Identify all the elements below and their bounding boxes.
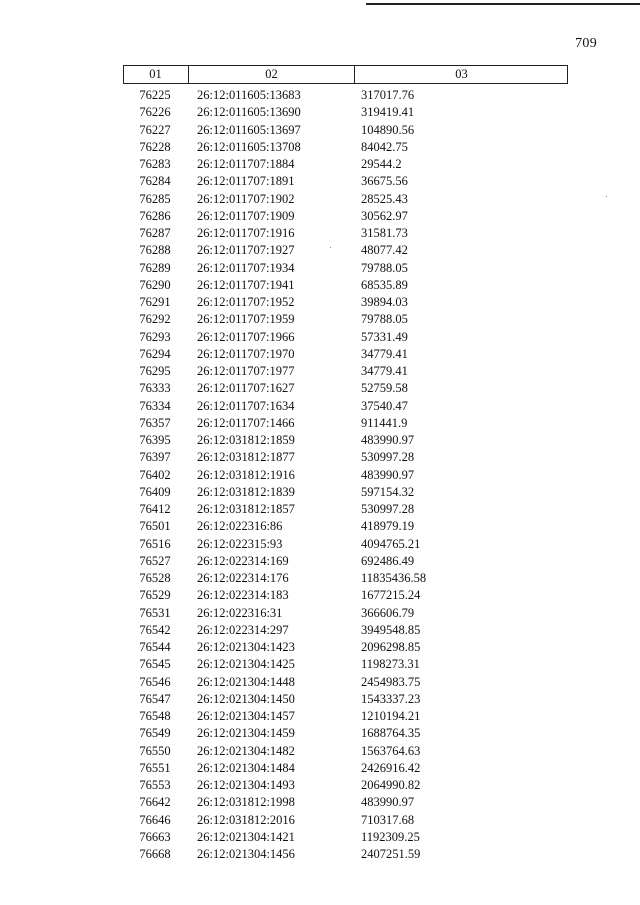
table-cell-col-01: 76397: [139, 450, 171, 465]
table-cell-col-02: 26:12:021304:1459: [197, 726, 295, 741]
table-row: [123, 380, 568, 397]
table-cell-col-03: 319419.41: [361, 105, 415, 120]
table-row: [123, 363, 568, 380]
header-col-02: 02: [188, 66, 354, 83]
table-cell-col-01: 76548: [139, 709, 171, 723]
table-cell-col-02: 26:12:021304:1448: [197, 674, 295, 689]
table-cell-col-02: 26:12:011707:1634: [197, 398, 295, 413]
table-cell-col-01: 76395: [139, 433, 171, 447]
table-cell-col-03: 911441.9: [361, 415, 408, 430]
header-col-03: 03: [354, 66, 568, 83]
table-row: [123, 622, 568, 639]
table-cell-col-01: 76663: [139, 829, 171, 844]
table-row: [123, 656, 568, 673]
table-row: [123, 208, 568, 225]
table-cell-col-02: 26:12:021304:1450: [197, 691, 295, 706]
table-cell-col-03: 366606.79: [361, 605, 415, 620]
table-row: [123, 277, 568, 294]
table-cell-col-03: 29544.2: [361, 157, 402, 171]
table-cell-col-01: 76550: [139, 743, 171, 758]
table-cell-col-02: 26:12:011707:1927: [197, 243, 295, 258]
table-cell-col-03: 37540.47: [361, 398, 408, 413]
table-row: [123, 260, 568, 277]
table-cell-col-03: 36675.56: [361, 174, 408, 189]
table-cell-col-02: 26:12:022316:86: [197, 519, 283, 534]
table-row: [123, 812, 568, 829]
table-cell-col-02: 26:12:021304:1421: [197, 829, 295, 844]
table-cell-col-02: 26:12:021304:1423: [197, 640, 295, 654]
table-row: [123, 449, 568, 466]
table-row: [123, 794, 568, 811]
table-cell-col-03: 483990.97: [361, 433, 415, 447]
table-row: [123, 708, 568, 725]
table-cell-col-02: 26:12:011707:1909: [197, 208, 295, 223]
table-row: [123, 104, 568, 121]
table-cell-col-03: 483990.97: [361, 795, 415, 810]
table-header: [123, 65, 568, 84]
table-row: [123, 122, 568, 139]
table-cell-col-03: 692486.49: [361, 553, 415, 568]
table-row: [123, 225, 568, 242]
table-cell-col-03: 28525.43: [361, 191, 408, 206]
table-cell-col-01: 76286: [139, 208, 171, 223]
table-cell-col-01: 76549: [139, 726, 171, 741]
table-cell-col-01: 76527: [139, 553, 171, 568]
table-row: [123, 329, 568, 346]
table-cell-col-03: 34779.41: [361, 364, 408, 378]
table-cell-col-03: 2426916.42: [361, 760, 421, 775]
table-row: [123, 777, 568, 794]
table-cell-col-01: 76546: [139, 674, 171, 689]
table-cell-col-02: 26:12:021304:1482: [197, 743, 295, 758]
table-row: [123, 743, 568, 760]
table-cell-col-03: 31581.73: [361, 226, 408, 240]
table-cell-col-01: 76642: [139, 795, 171, 810]
table-row: [123, 484, 568, 501]
page-number: 709: [575, 36, 597, 51]
table-cell-col-01: 76333: [139, 381, 171, 396]
table-cell-col-03: 530997.28: [361, 502, 415, 516]
table-cell-col-01: 76294: [139, 346, 171, 361]
table-row: [123, 639, 568, 656]
table-row: [123, 242, 568, 259]
table-cell-col-02: 26:12:011605:13683: [197, 88, 301, 102]
table-cell-col-02: 26:12:031812:1998: [197, 795, 295, 810]
table-cell-col-03: 2407251.59: [361, 847, 421, 861]
table-cell-col-03: 79788.05: [361, 260, 408, 275]
table-cell-col-02: 26:12:011707:1966: [197, 329, 295, 344]
table-cell-col-01: 76357: [139, 415, 171, 430]
table-cell-col-02: 26:12:021304:1484: [197, 760, 295, 775]
table-cell-col-02: 26:12:011707:1902: [197, 191, 295, 206]
table-cell-col-03: 530997.28: [361, 450, 415, 465]
table-cell-col-02: 26:12:021304:1457: [197, 709, 295, 723]
table-cell-col-01: 76501: [139, 519, 171, 534]
table-cell-col-01: 76547: [139, 691, 171, 706]
table-cell-col-03: 57331.49: [361, 329, 408, 344]
table-cell-col-01: 76646: [139, 812, 171, 827]
table-cell-col-03: 2454983.75: [361, 674, 421, 689]
table-row: [123, 674, 568, 691]
table-cell-col-03: 1677215.24: [361, 588, 421, 603]
table-cell-col-02: 26:12:022316:31: [197, 605, 283, 620]
table-cell-col-02: 26:12:021304:1493: [197, 778, 295, 792]
table-cell-col-01: 76402: [139, 467, 171, 482]
table-cell-col-01: 76293: [139, 329, 171, 344]
table-row: [123, 501, 568, 518]
table-cell-col-01: 76542: [139, 622, 171, 637]
table-cell-col-02: 26:12:011707:1959: [197, 312, 295, 327]
table-cell-col-02: 26:12:022314:183: [197, 588, 289, 603]
table-cell-col-01: 76285: [139, 191, 171, 206]
table-cell-col-03: 1563764.63: [361, 743, 421, 758]
table-cell-col-03: 68535.89: [361, 277, 408, 292]
table-cell-col-02: 26:12:031812:1916: [197, 467, 295, 482]
table-cell-col-03: 1688764.35: [361, 726, 421, 741]
table-cell-col-02: 26:12:011707:1934: [197, 260, 295, 275]
table-cell-col-01: 76292: [139, 312, 171, 327]
table-cell-col-03: 418979.19: [361, 519, 415, 534]
table-cell-col-03: 1192309.25: [361, 829, 420, 844]
table-cell-col-01: 76529: [139, 588, 171, 603]
table-cell-col-01: 76528: [139, 571, 171, 585]
table-cell-col-03: 597154.32: [361, 484, 415, 499]
table-cell-col-02: 26:12:031812:2016: [197, 812, 295, 827]
table-cell-col-02: 26:12:011605:13708: [197, 139, 301, 154]
table-cell-col-02: 26:12:031812:1877: [197, 450, 295, 465]
table-cell-col-01: 76287: [139, 226, 171, 240]
table-cell-col-03: 1543337.23: [361, 691, 421, 706]
table-row: [123, 691, 568, 708]
table-cell-col-03: 52759.58: [361, 381, 408, 396]
table-cell-col-02: 26:12:011707:1627: [197, 381, 295, 396]
table-cell-col-01: 76228: [139, 139, 171, 154]
table-cell-col-03: 11835436.58: [361, 571, 427, 585]
scan-speck: [330, 247, 331, 248]
table-cell-col-02: 26:12:031812:1839: [197, 484, 295, 499]
table-cell-col-02: 26:12:011707:1941: [197, 277, 295, 292]
table-row: [123, 829, 568, 846]
table-row: [123, 398, 568, 415]
table-row: [123, 346, 568, 363]
table-row: [123, 87, 568, 104]
scan-speck: [606, 196, 607, 197]
table-cell-col-03: 317017.76: [361, 88, 415, 102]
table-cell-col-02: 26:12:021304:1425: [197, 657, 295, 672]
table-cell-col-03: 1210194.21: [361, 709, 421, 723]
table-cell-col-01: 76283: [139, 157, 171, 171]
table-cell-col-01: 76227: [139, 122, 171, 137]
table-cell-col-03: 1198273.31: [361, 657, 420, 672]
table-cell-col-03: 483990.97: [361, 467, 415, 482]
table-cell-col-01: 76226: [139, 105, 171, 120]
table-cell-col-01: 76291: [139, 295, 171, 309]
table-cell-col-02: 26:12:011605:13697: [197, 122, 301, 137]
table-cell-col-01: 76668: [139, 847, 171, 861]
table-cell-col-03: 710317.68: [361, 812, 415, 827]
table-cell-col-03: 79788.05: [361, 312, 408, 327]
table-cell-col-01: 76412: [139, 502, 171, 516]
table-row: [123, 191, 568, 208]
table-row: [123, 311, 568, 328]
table-cell-col-01: 76288: [139, 243, 171, 258]
table-cell-col-02: 26:12:022314:297: [197, 622, 289, 637]
header-col-01: 01: [149, 67, 162, 81]
table-cell-col-03: 39894.03: [361, 295, 408, 309]
table-row: [123, 536, 568, 553]
table-row: [123, 570, 568, 587]
table-cell-col-01: 76545: [139, 657, 171, 672]
table-row: [123, 846, 568, 863]
table-cell-col-02: 26:12:011707:1466: [197, 415, 295, 430]
table-cell-col-02: 26:12:011707:1916: [197, 226, 295, 240]
table-row: [123, 415, 568, 432]
table-body: [123, 87, 568, 863]
table-cell-col-03: 4094765.21: [361, 536, 421, 551]
table-cell-col-02: 26:12:011707:1977: [197, 364, 295, 378]
table-cell-col-02: 26:12:011707:1970: [197, 346, 295, 361]
table-row: [123, 432, 568, 449]
table-cell-col-03: 2064990.82: [361, 778, 421, 792]
table-row: [123, 553, 568, 570]
table-cell-col-01: 76289: [139, 260, 171, 275]
table-cell-col-01: 76551: [139, 760, 171, 775]
table-cell-col-01: 76553: [139, 778, 171, 792]
table-row: [123, 760, 568, 777]
table-cell-col-01: 76531: [139, 605, 171, 620]
table-cell-col-01: 76516: [139, 536, 171, 551]
table-cell-col-03: 30562.97: [361, 208, 408, 223]
table-cell-col-03: 104890.56: [361, 122, 415, 137]
table-cell-col-02: 26:12:031812:1857: [197, 502, 295, 516]
table-row: [123, 173, 568, 190]
table-cell-col-02: 26:12:022315:93: [197, 536, 283, 551]
table-cell-col-03: 48077.42: [361, 243, 408, 258]
table-row: [123, 156, 568, 173]
table-cell-col-03: 2096298.85: [361, 640, 421, 654]
table-cell-col-01: 76334: [139, 398, 171, 413]
table-cell-col-02: 26:12:011707:1891: [197, 174, 295, 189]
table-cell-col-02: 26:12:022314:169: [197, 553, 289, 568]
table-cell-col-01: 76225: [139, 88, 171, 102]
table-row: [123, 587, 568, 604]
table-row: [123, 139, 568, 156]
table-cell-col-01: 76284: [139, 174, 171, 189]
table-cell-col-02: 26:12:022314:176: [197, 571, 289, 585]
table-row: [123, 605, 568, 622]
table-row: [123, 467, 568, 484]
table-row: [123, 518, 568, 535]
table-cell-col-03: 3949548.85: [361, 622, 421, 637]
table-cell-col-01: 76544: [139, 640, 171, 654]
table-cell-col-02: 26:12:021304:1456: [197, 847, 295, 861]
table-row: [123, 294, 568, 311]
table-cell-col-02: 26:12:011707:1952: [197, 295, 295, 309]
table-cell-col-03: 84042.75: [361, 139, 408, 154]
top-rule: [366, 3, 640, 5]
table-cell-col-02: 26:12:011605:13690: [197, 105, 301, 120]
table-cell-col-01: 76290: [139, 277, 171, 292]
table-cell-col-01: 76295: [139, 364, 171, 378]
data-table: [123, 65, 568, 861]
table-cell-col-02: 26:12:031812:1859: [197, 433, 295, 447]
table-cell-col-01: 76409: [139, 484, 171, 499]
table-cell-col-02: 26:12:011707:1884: [197, 157, 295, 171]
table-cell-col-03: 34779.41: [361, 346, 408, 361]
table-row: [123, 725, 568, 742]
